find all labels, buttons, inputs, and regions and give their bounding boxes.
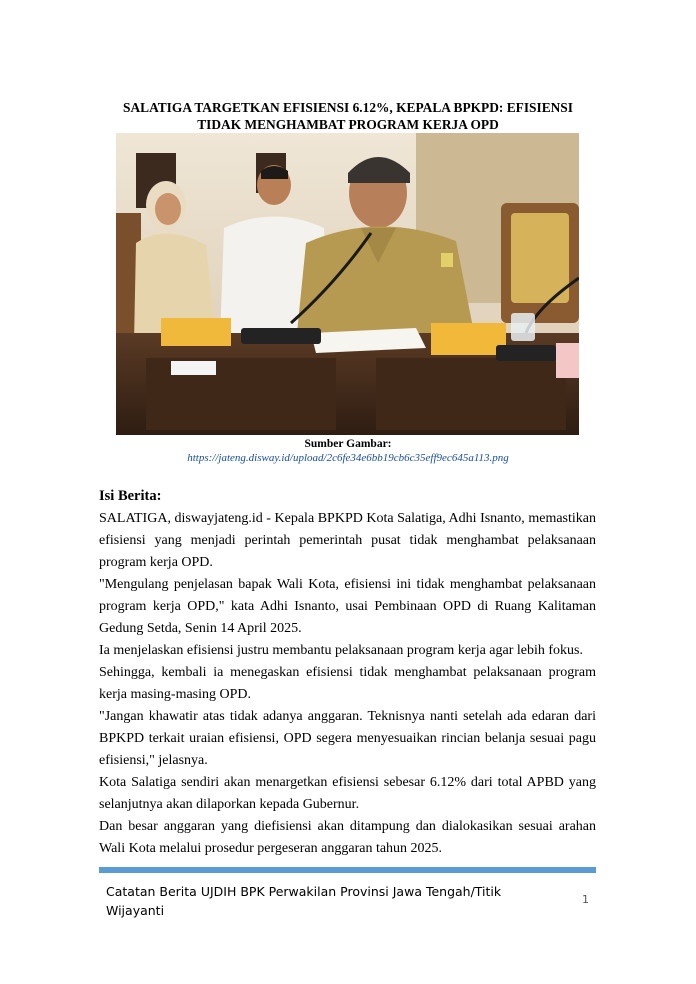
footer-note: Catatan Berita UJDIH BPK Perwakilan Provinsi Jawa Tengah/Titik Wijayanti: [106, 884, 502, 918]
article-paragraph: "Jangan khawatir atas tidak adanya anggaran. Teknisnya nanti setelah ada edaran dari BPKPD terkait uraian efisiensi, OPD segera menyesuaikan rincian belanja sesuai pagu efisiensi," jelasnya.: [99, 709, 596, 768]
image-source-url[interactable]: https://jateng.disway.id/upload/2c6fe34e6bb19cb6c35eff9ec645a113.png: [187, 452, 509, 464]
article-title-line-1: SALATIGA TARGETKAN EFISIENSI 6.12%, KEPALA BPKPD: EFISIENSI: [123, 100, 573, 115]
article-paragraph: "Mengulang penjelasan bapak Wali Kota, efisiensi ini tidak menghambat pelaksanaan program kerja OPD," kata Adhi Isnanto, usai Pembinaan OPD di Ruang Kalitaman Gedung Setda, Senin 14 April 2025.: [99, 577, 596, 636]
article-paragraph: Dan besar anggaran yang diefisiensi akan ditampung dan dialokasikan sesuai arahan Wali Kota melalui prosedur pergeseran anggaran tahun 2025.: [99, 819, 596, 856]
image-source-label: Sumber Gambar:: [304, 438, 392, 450]
article-paragraph: SALATIGA, diswayjateng.id - Kepala BPKPD Kota Salatiga, Adhi Isnanto, memastikan efisiensi yang menjadi perintah pemerintah pusat tidak menghambat pelaksanaan program kerja OPD.: [99, 511, 596, 570]
news-photo-illustration: [116, 133, 579, 435]
article-paragraph: Kota Salatiga sendiri akan menargetkan efisiensi sebesar 6.12% dari total APBD yang selanjutnya akan dilaporkan kepada Gubernur.: [99, 775, 596, 812]
article-paragraph: Ia menjelaskan efisiensi justru membantu pelaksanaan program kerja agar lebih fokus.: [99, 643, 583, 658]
article-title: [96, 99, 600, 133]
article-title-line-2: TIDAK MENGHAMBAT PROGRAM KERJA OPD: [197, 117, 499, 132]
page-number: 1: [582, 893, 589, 906]
article-paragraph: Sehingga, kembali ia menegaskan efisiensi tidak menghambat pelaksanaan program kerja masing-masing OPD.: [99, 665, 596, 702]
news-photo: [116, 133, 579, 435]
article-body: [99, 508, 596, 860]
footer-divider: [99, 867, 596, 873]
article-body-heading: Isi Berita:: [99, 488, 162, 504]
